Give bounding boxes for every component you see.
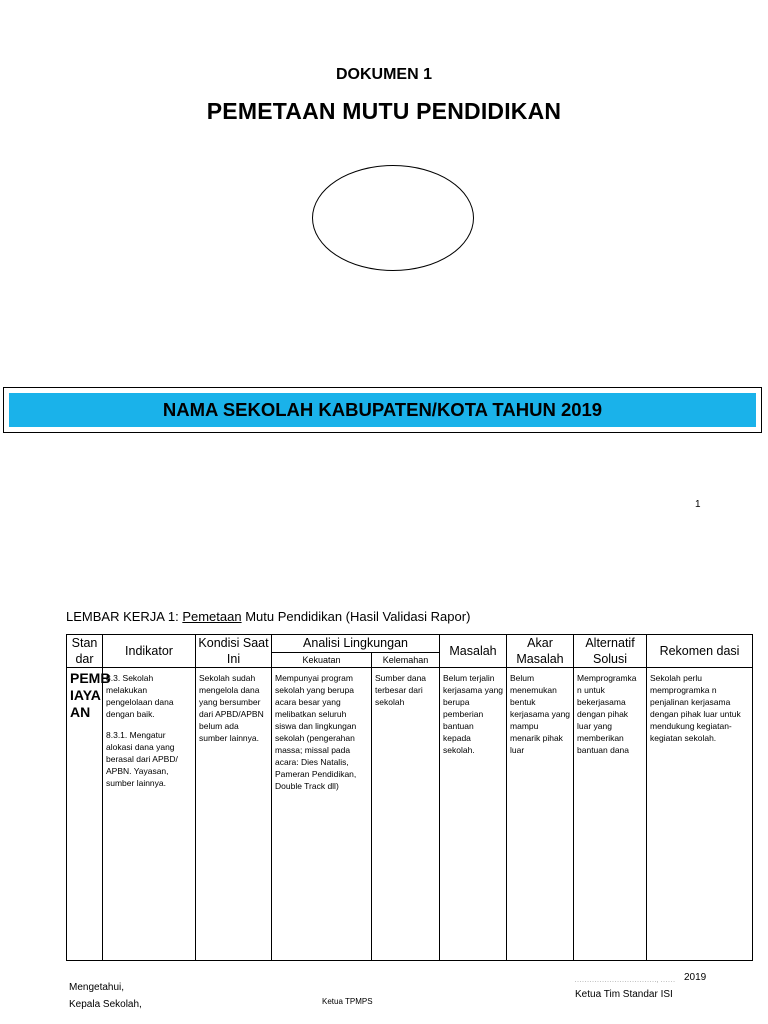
- header-standar: Stan dar: [67, 635, 103, 668]
- document-label: DOKUMEN 1: [335, 66, 432, 83]
- logo-placeholder-oval: [312, 165, 474, 271]
- signature-principal: Kepala Sekolah,: [69, 999, 142, 1010]
- cell-alternatif-solusi: Memprogramka n untuk bekerjasama dengan pihak luar yang memberikan bantuan dana: [574, 668, 647, 961]
- worksheet-title-prefix: LEMBAR KERJA 1:: [66, 609, 183, 624]
- worksheet-title-suffix: Mutu Pendidikan (Hasil Validasi Rapor): [241, 609, 471, 624]
- signature-place-date: ……………………………, ……: [574, 975, 675, 984]
- indikator-sub: 8.3.1. Mengatur alokasi dana yang berasal dari APBD/ APBN. Yayasan, sumber lainnya.: [106, 730, 178, 788]
- header-indikator: Indikator: [103, 635, 196, 668]
- cell-kekuatan: Mempunyai program sekolah yang berupa acara besar yang melibatkan seluruh siswa dan lingkungan sekolah (pengerahan massa; missal pada acara: Dies Natalis, Pameran Pendidikan, Double Track dll): [272, 668, 372, 961]
- cell-rekomendasi: Sekolah perlu memprogramka n penjalinan kerjasama dengan pihak luar untuk mendukung kegiatan-kegiatan sekolah.: [647, 668, 753, 961]
- header-masalah: Masalah: [440, 635, 507, 668]
- cell-kelemahan: Sumber dana terbesar dari sekolah: [372, 668, 440, 961]
- cell-masalah: Belum terjalin kerjasama yang berupa pemberian bantuan kepada sekolah.: [440, 668, 507, 961]
- worksheet-title-underlined: Pemetaan: [182, 609, 242, 624]
- school-banner: NAMA SEKOLAH KABUPATEN/KOTA TAHUN 2019: [9, 393, 756, 427]
- header-kondisi: Kondisi Saat Ini: [196, 635, 272, 668]
- worksheet-title: [66, 609, 470, 624]
- indikator-main: 8.3. Sekolah melakukan pengelolaan dana dengan baik.: [106, 673, 174, 719]
- header-analisis: Analisi Lingkungan: [272, 635, 440, 653]
- header-rekomendasi: Rekomen dasi: [647, 635, 753, 668]
- signature-year: 2019: [684, 972, 707, 983]
- table-row: [67, 668, 753, 961]
- cell-indikator: [103, 668, 196, 961]
- worksheet-table-wrapper: [66, 634, 752, 960]
- page-number: 1: [695, 499, 701, 510]
- signature-acknowledged: Mengetahui,: [69, 982, 125, 993]
- header-kelemahan: Kelemahan: [372, 652, 440, 667]
- header-kekuatan: Kekuatan: [272, 652, 372, 667]
- cell-standar: PEMB IAYA AN: [67, 668, 103, 961]
- cell-akar-masalah: Belum menemukan bentuk kerjasama yang mampu menarik pihak luar: [507, 668, 574, 961]
- signature-tpmps: Ketua TPMPS: [322, 997, 373, 1006]
- school-banner-frame: [3, 387, 762, 433]
- worksheet-table: [66, 634, 753, 961]
- header-akar-masalah: Akar Masalah: [507, 635, 574, 668]
- header-alternatif-solusi: Alternatif Solusi: [574, 635, 647, 668]
- page-title: PEMETAAN MUTU PENDIDIKAN: [206, 98, 562, 124]
- signature-team-lead: Ketua Tim Standar ISI: [575, 989, 673, 1000]
- cell-kondisi: Sekolah sudah mengelola dana yang bersumber dari APBD/APBN belum ada sumber lainnya.: [196, 668, 272, 961]
